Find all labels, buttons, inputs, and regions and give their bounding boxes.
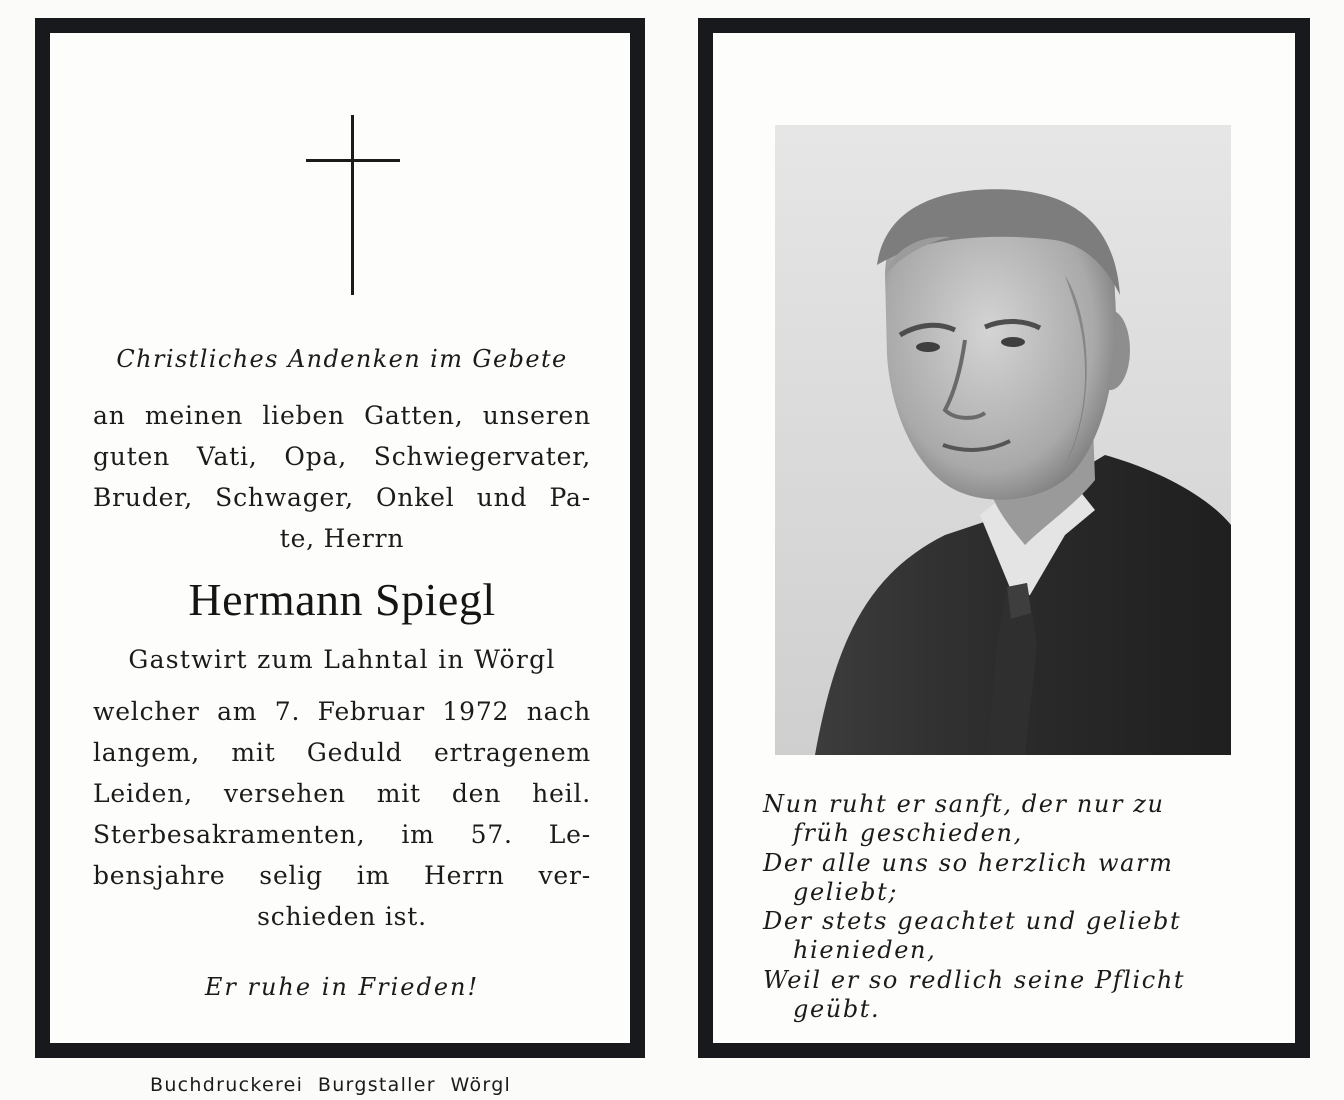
dedication-line: an meinen lieben Gatten, unseren [93, 401, 591, 430]
poem-line: Nun ruht er sanft, der nur zu [763, 790, 1165, 818]
poem-line: geliebt; [793, 877, 899, 906]
memorial-poem [763, 790, 1263, 1024]
dedication-line: Bruder, Schwager, Onkel und Pa- [93, 483, 591, 512]
poem-line: früh geschieden, [793, 819, 1023, 848]
poem-line: Weil er so redlich seine Pflicht [763, 965, 1186, 994]
left-memorial-card [35, 18, 645, 1058]
printer-imprint: Buchdruckerei Burgstaller Wörgl [150, 1074, 512, 1096]
notice-line: bensjahre selig im Herrn ver- [93, 861, 591, 890]
portrait-photo-image [775, 125, 1231, 755]
notice-line: Sterbesakramenten, im 57. Le- [93, 820, 591, 849]
portrait-photo [775, 125, 1231, 755]
intro-heading: Christliches Andenken im Gebete [116, 345, 568, 373]
deceased-name: Hermann Spiegl [188, 574, 496, 625]
poem-line: Der alle uns so herzlich warm [763, 848, 1174, 877]
death-notice-paragraph [93, 691, 591, 937]
closing-blessing: Er ruhe in Frieden! [204, 973, 480, 1001]
dedication-paragraph [93, 395, 591, 559]
dedication-line: te, Herrn [279, 524, 405, 553]
poem-line: hienieden, [793, 936, 937, 965]
poem-line: geübt. [793, 995, 881, 1024]
notice-line: langem, mit Geduld ertragenem [93, 738, 591, 767]
occupation-line: Gastwirt zum Lahntal in Wörgl [128, 645, 556, 674]
notice-line: Leiden, versehen mit den heil. [93, 779, 591, 808]
notice-line: welcher am 7. Februar 1972 nach [93, 697, 591, 726]
notice-line: schieden ist. [257, 902, 427, 931]
right-memorial-card [698, 18, 1310, 1058]
dedication-line: guten Vati, Opa, Schwiegervater, [93, 442, 591, 471]
poem-line: Der stets geachtet und geliebt [763, 907, 1182, 936]
